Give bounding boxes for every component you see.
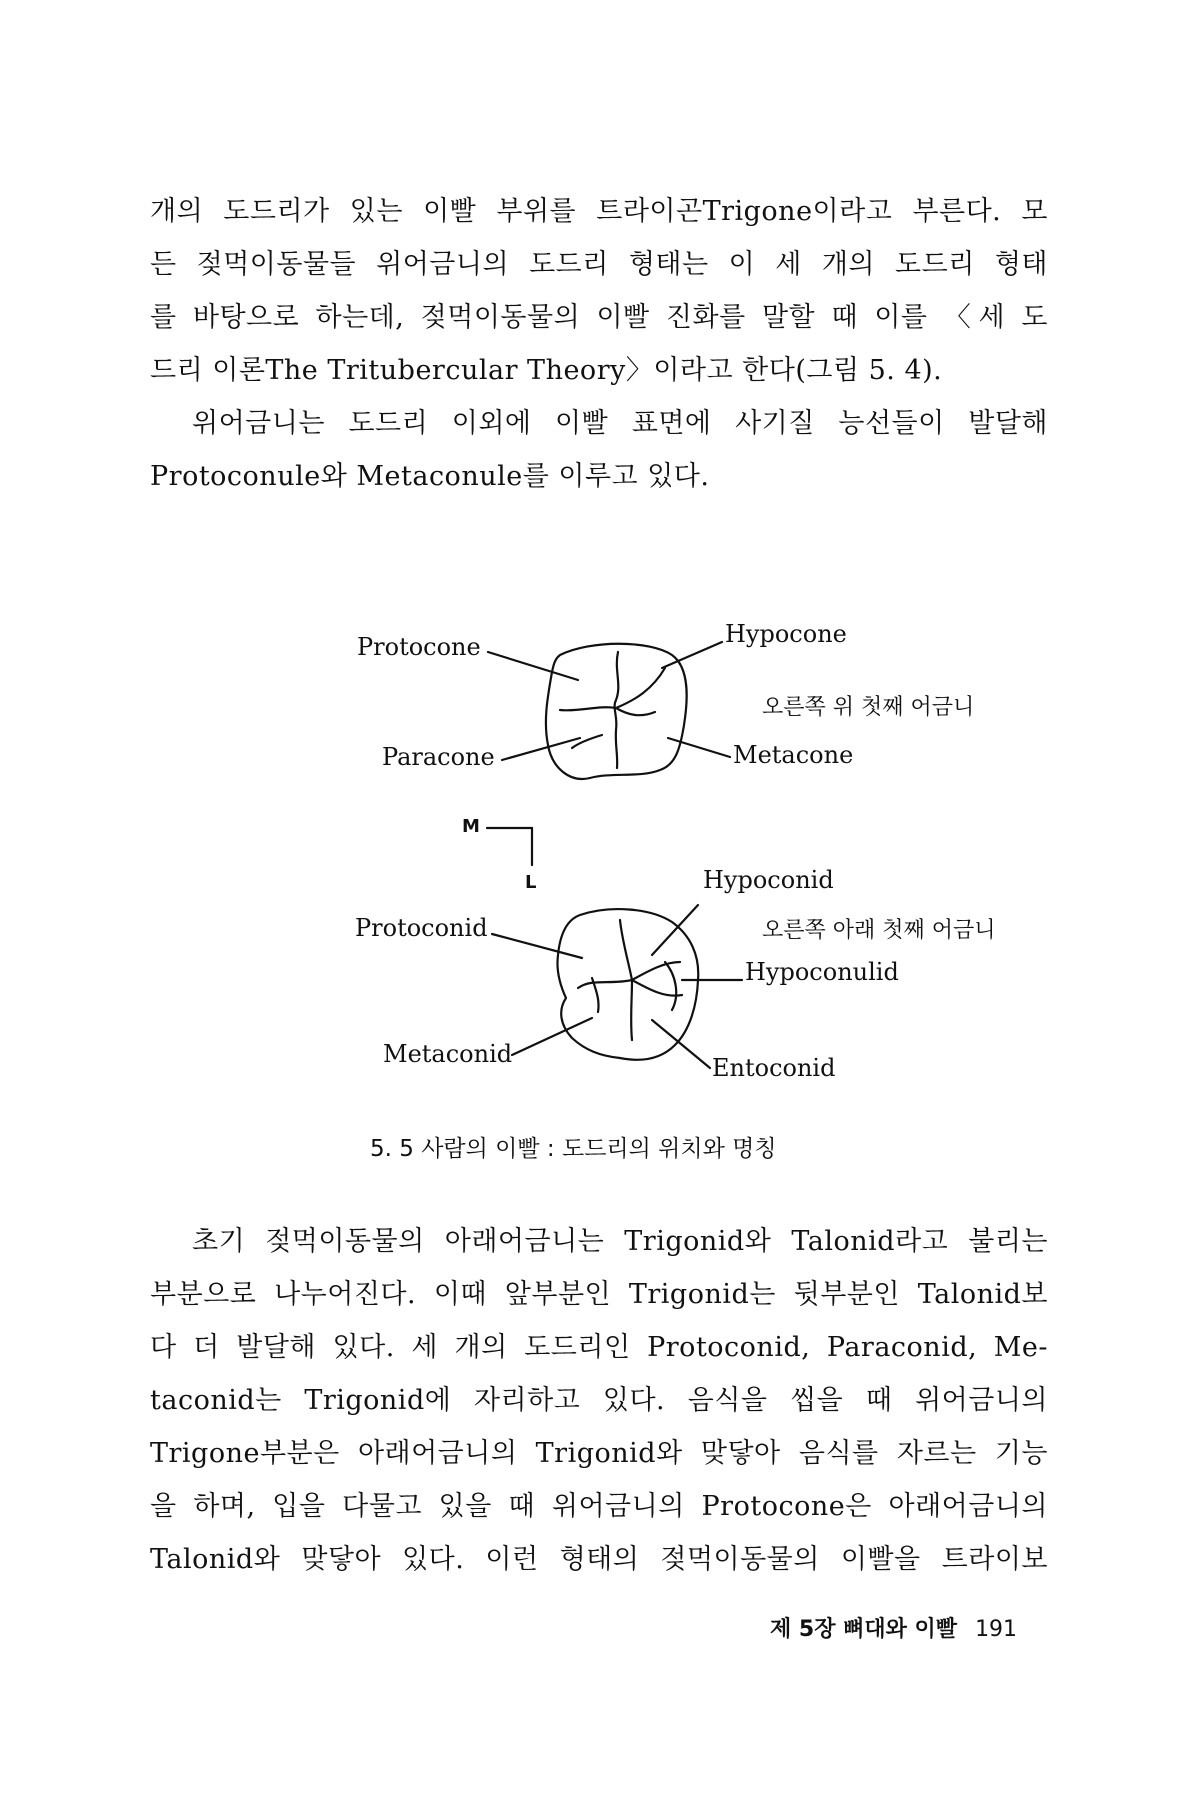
text-line: 위어금니는 도드리 이외에 이빨 표면에 사기질 능선들이 발달해 [192,408,1048,439]
text-line: 부분으로 나누어진다. 이때 앞부분인 Trigonid는 뒷부분인 Talonid보 [150,1279,1048,1310]
lower-molar-outline [557,909,698,1060]
paragraph-2 [150,397,1048,503]
text-line: taconid는 Trigonid에 자리하고 있다. 음식을 씹을 때 위어금니의 [150,1385,1048,1416]
lower-groove-6 [665,962,676,1010]
paragraph-1 [150,185,1048,397]
leader-metacone [668,738,730,757]
upper-groove-4 [616,708,655,715]
label-metaconid: Metaconid [383,1040,513,1068]
figure-caption: 5. 5 사람의 이빨 : 도드리의 위치와 명칭 [370,1136,777,1162]
leader-paracone [502,738,580,760]
leader-hypoconid [652,905,698,955]
page-number: 191 [975,1617,1018,1642]
text-line: 을 하며, 입을 다물고 있을 때 위어금니의 Protocone은 아래어금니의 [150,1491,1048,1522]
lower-groove-4 [632,980,682,996]
leader-metaconid [512,1018,592,1055]
orientation-m: M [462,816,480,837]
upper-groove-5 [616,730,617,768]
text-line: 드리 이론The Tritubercular Theory〉이라고 한다(그림 5. 4). [150,355,943,386]
text-line: 든 젖먹이동물들 위어금니의 도드리 형태는 이 세 개의 도드리 형태 [150,249,1048,280]
upper-groove-1 [615,652,619,730]
label-protoconid: Protoconid [355,914,488,942]
label-paracone: Paracone [382,743,495,771]
lower-groove-7 [592,978,599,1012]
upper-groove-2 [560,707,616,710]
label-hypoconid: Hypoconid [703,866,834,894]
label-metacone: Metacone [733,741,854,769]
text-line: 를 바탕으로 하는데, 젖먹이동물의 이빨 진화를 말할 때 이를 〈세 도 [150,302,1048,333]
lower-groove-1 [620,920,632,980]
lower-groove-5 [631,980,632,1040]
paragraph-3 [150,1215,1048,1586]
upper-groove-6 [572,735,602,748]
upper-molar-outline [546,644,687,779]
lower-groove-2 [578,980,632,988]
lower-tooth-caption: 오른쪽 아래 첫째 어금니 [762,918,996,943]
text-line: Protoconule와 Metaconule를 이루고 있다. [150,461,710,492]
orientation-l: L [525,872,537,893]
text-line: Trigone부분은 아래어금니의 Trigonid와 맞닿아 음식를 자르는 기능 [150,1438,1048,1469]
lower-groove-3 [632,962,680,980]
chapter-title: 제 5장 뼈대와 이빨 [770,1617,958,1642]
leader-hypocone [662,642,722,668]
page-footer [770,1612,1050,1643]
text-line: Talonid와 맞닿아 있다. 이런 형태의 젖먹이동물의 이빨을 트라이보 [150,1544,1048,1575]
text-line: 개의 도드리가 있는 이빨 부위를 트라이곤Trigone이라고 부른다. 모 [150,196,1048,227]
text-line: 초기 젖먹이동물의 아래어금니는 Trigonid와 Talonid라고 불리는 [192,1226,1048,1257]
label-hypocone: Hypocone [725,620,847,648]
upper-groove-3 [616,668,665,708]
leader-protocone [488,652,578,680]
leader-entoconid [652,1020,710,1068]
label-hypoconulid: Hypoconulid [745,958,899,986]
upper-tooth-caption: 오른쪽 위 첫째 어금니 [762,695,975,720]
label-protocone: Protocone [357,633,481,661]
label-entoconid: Entoconid [712,1054,836,1082]
leader-protoconid [492,934,582,958]
text-line: 다 더 발달해 있다. 세 개의 도드리인 Protoconid, Paraconid, Me- [150,1332,1048,1363]
